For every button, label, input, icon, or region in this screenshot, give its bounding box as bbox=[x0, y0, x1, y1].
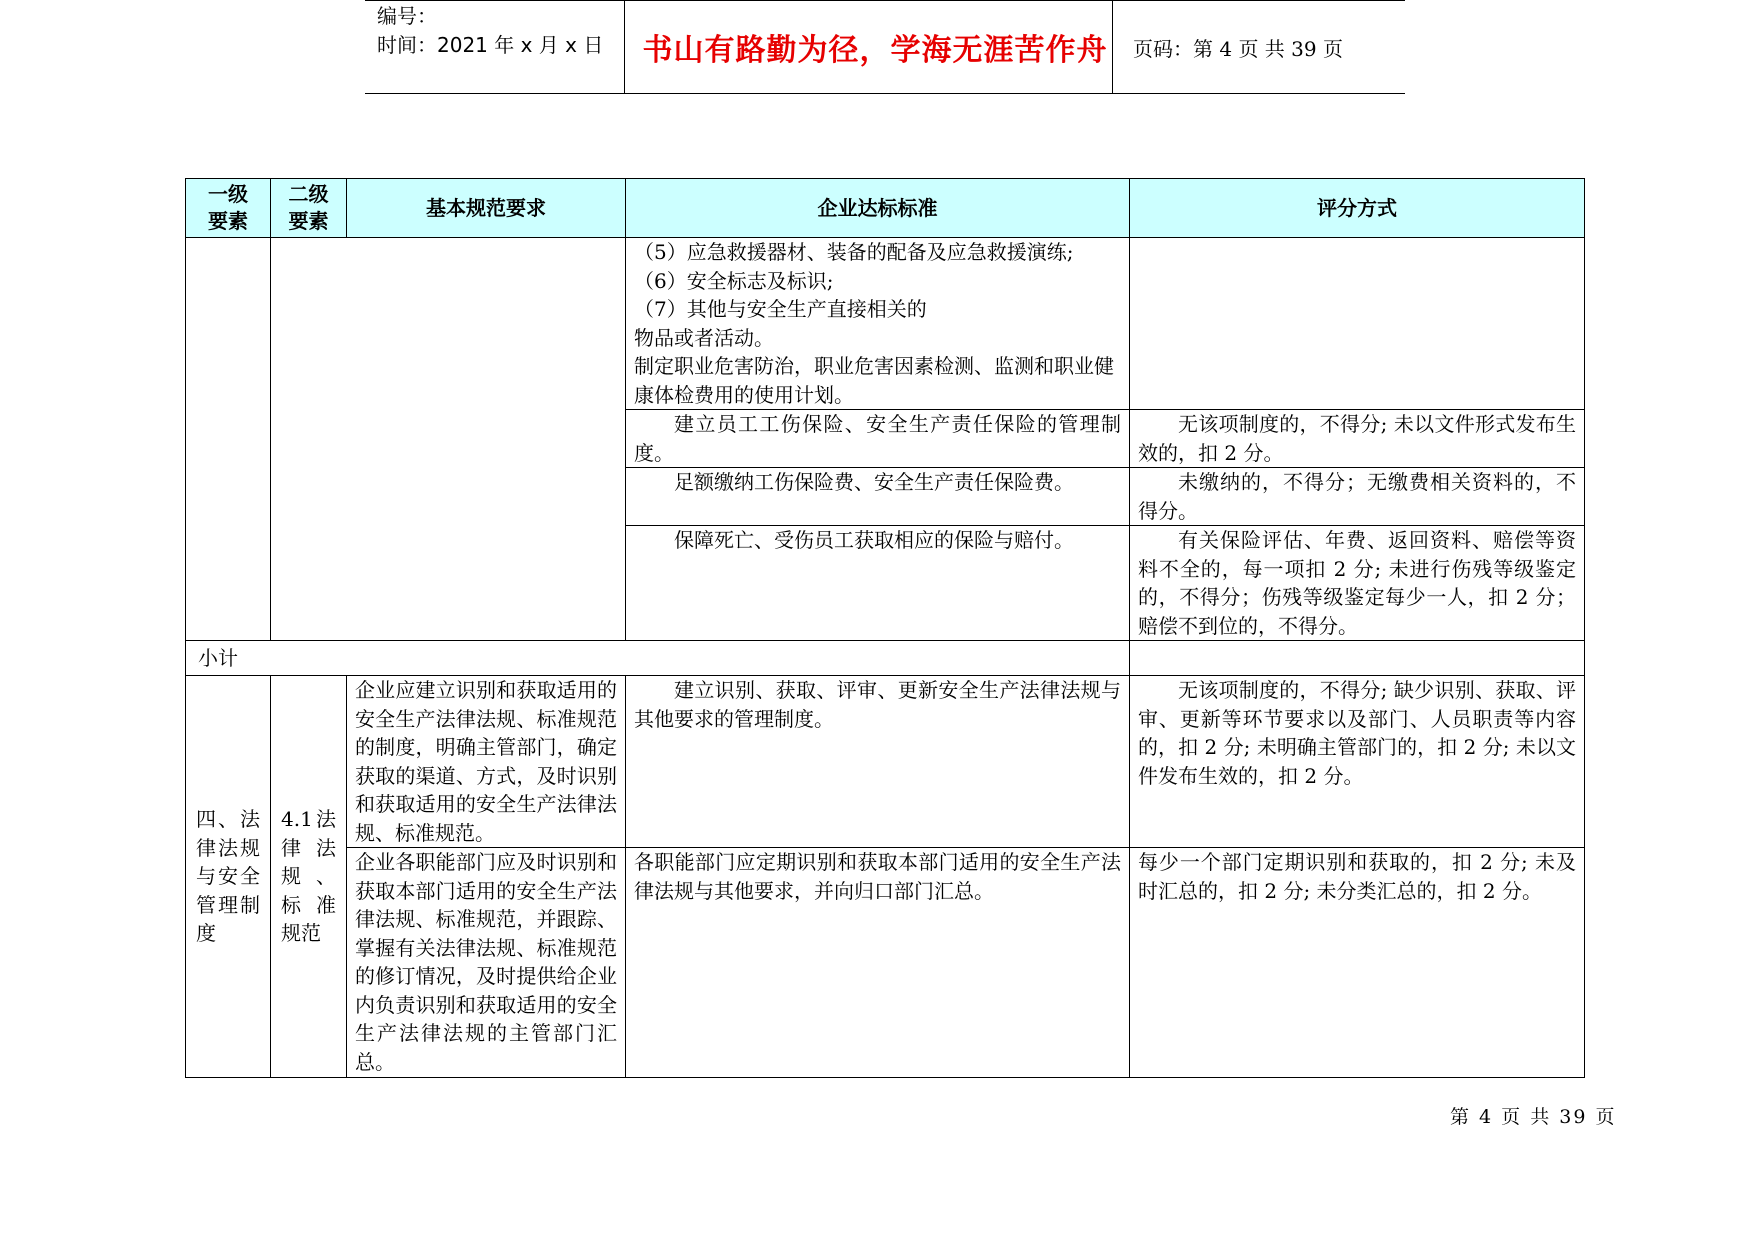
header-scoring-method: 评分方式 bbox=[1130, 179, 1585, 238]
table-row bbox=[186, 238, 1585, 410]
table-row bbox=[186, 848, 1585, 1078]
scoring-cell: 无该项制度的，不得分; 缺少识别、获取、评审、更新等环节要求以及部门、人员职责等内容的，扣 2 分; 未明确主管部门的，扣 2 分; 未以文件发布生效的，扣 2 分。 bbox=[1130, 676, 1585, 848]
header-divider bbox=[624, 0, 625, 94]
header-basic-requirements: 基本规范要求 bbox=[347, 179, 626, 238]
basic-requirement-cell: 企业应建立识别和获取适用的安全生产法律法规、标准规范的制度，明确主管部门，确定获取的渠道、方式，及时识别和获取适用的安全生产法律法规、标准规范。 bbox=[347, 676, 626, 848]
header-motto: 书山有路勤为径，学海无涯苦作舟 bbox=[642, 33, 1108, 68]
serial-label: 编号： bbox=[377, 4, 437, 28]
level1-label: 四、法律法规与安全管理制度 bbox=[186, 676, 271, 1078]
basic-requirement-cell: 企业各职能部门应及时识别和获取本部门适用的安全生产法律法规、标准规范，并跟踪、掌握有关法律法规、标准规范的修订情况，及时提供给企业内负责识别和获取适用的安全生产法律法规的主管部门汇总。 bbox=[347, 848, 626, 1078]
scoring-cell: 有关保险评估、年费、返回资料、赔偿等资料不全的，每一项扣 2 分; 未进行伤残等级鉴定的，不得分；伤残等级鉴定每少一人，扣 2 分；赔偿不到位的，不得分。 bbox=[1130, 526, 1585, 641]
table-row bbox=[186, 676, 1585, 848]
level1-cell-empty bbox=[186, 238, 271, 641]
standard-cell: 建立识别、获取、评审、更新安全生产法律法规与其他要求的管理制度。 bbox=[626, 676, 1130, 848]
subtotal-label: 小计 bbox=[186, 641, 1130, 676]
level2-basic-cell-empty bbox=[271, 238, 626, 641]
subtotal-row bbox=[186, 641, 1585, 676]
header-meta bbox=[377, 2, 603, 60]
standard-cell: 各职能部门应定期识别和获取本部门适用的安全生产法律法规与其他要求，并向归口部门汇总。 bbox=[626, 848, 1130, 1078]
standards-table bbox=[185, 178, 1585, 1078]
subtotal-score bbox=[1130, 641, 1585, 676]
header-page-number: 页码：第 4 页 共 39 页 bbox=[1133, 36, 1343, 61]
standard-cell: （5）应急救援器材、装备的配备及应急救援演练; （6）安全标志及标识; （7）其他与安全生产直接相关的 物品或者活动。 制定职业危害防治，职业危害因素检测、监测和职业健康体检费用的使用计划。 bbox=[626, 238, 1130, 410]
table-header-row bbox=[186, 179, 1585, 238]
scoring-cell: 无该项制度的，不得分; 未以文件形式发布生效的，扣 2 分。 bbox=[1130, 410, 1585, 468]
standard-cell: 足额缴纳工伤保险费、安全生产责任保险费。 bbox=[626, 468, 1130, 526]
time-label: 时间：2021 年 x 月 x 日 bbox=[377, 33, 604, 57]
header-level2: 二级要素 bbox=[271, 179, 347, 238]
header-enterprise-standard: 企业达标标准 bbox=[626, 179, 1130, 238]
standard-cell: 保障死亡、受伤员工获取相应的保险与赔付。 bbox=[626, 526, 1130, 641]
standard-cell: 建立员工工伤保险、安全生产责任保险的管理制度。 bbox=[626, 410, 1130, 468]
page-header bbox=[365, 0, 1405, 94]
level2-label: 4.1法律法规、标准规范 bbox=[271, 676, 347, 1078]
scoring-cell: 每少一个部门定期识别和获取的，扣 2 分; 未及时汇总的，扣 2 分; 未分类汇总的，扣 2 分。 bbox=[1130, 848, 1585, 1078]
footer-page-number: 第 4 页 共 39 页 bbox=[1450, 1106, 1617, 1128]
scoring-cell: 未缴纳的，不得分；无缴费相关资料的，不得分。 bbox=[1130, 468, 1585, 526]
header-level1: 一级要素 bbox=[186, 179, 271, 238]
scoring-cell bbox=[1130, 238, 1585, 410]
